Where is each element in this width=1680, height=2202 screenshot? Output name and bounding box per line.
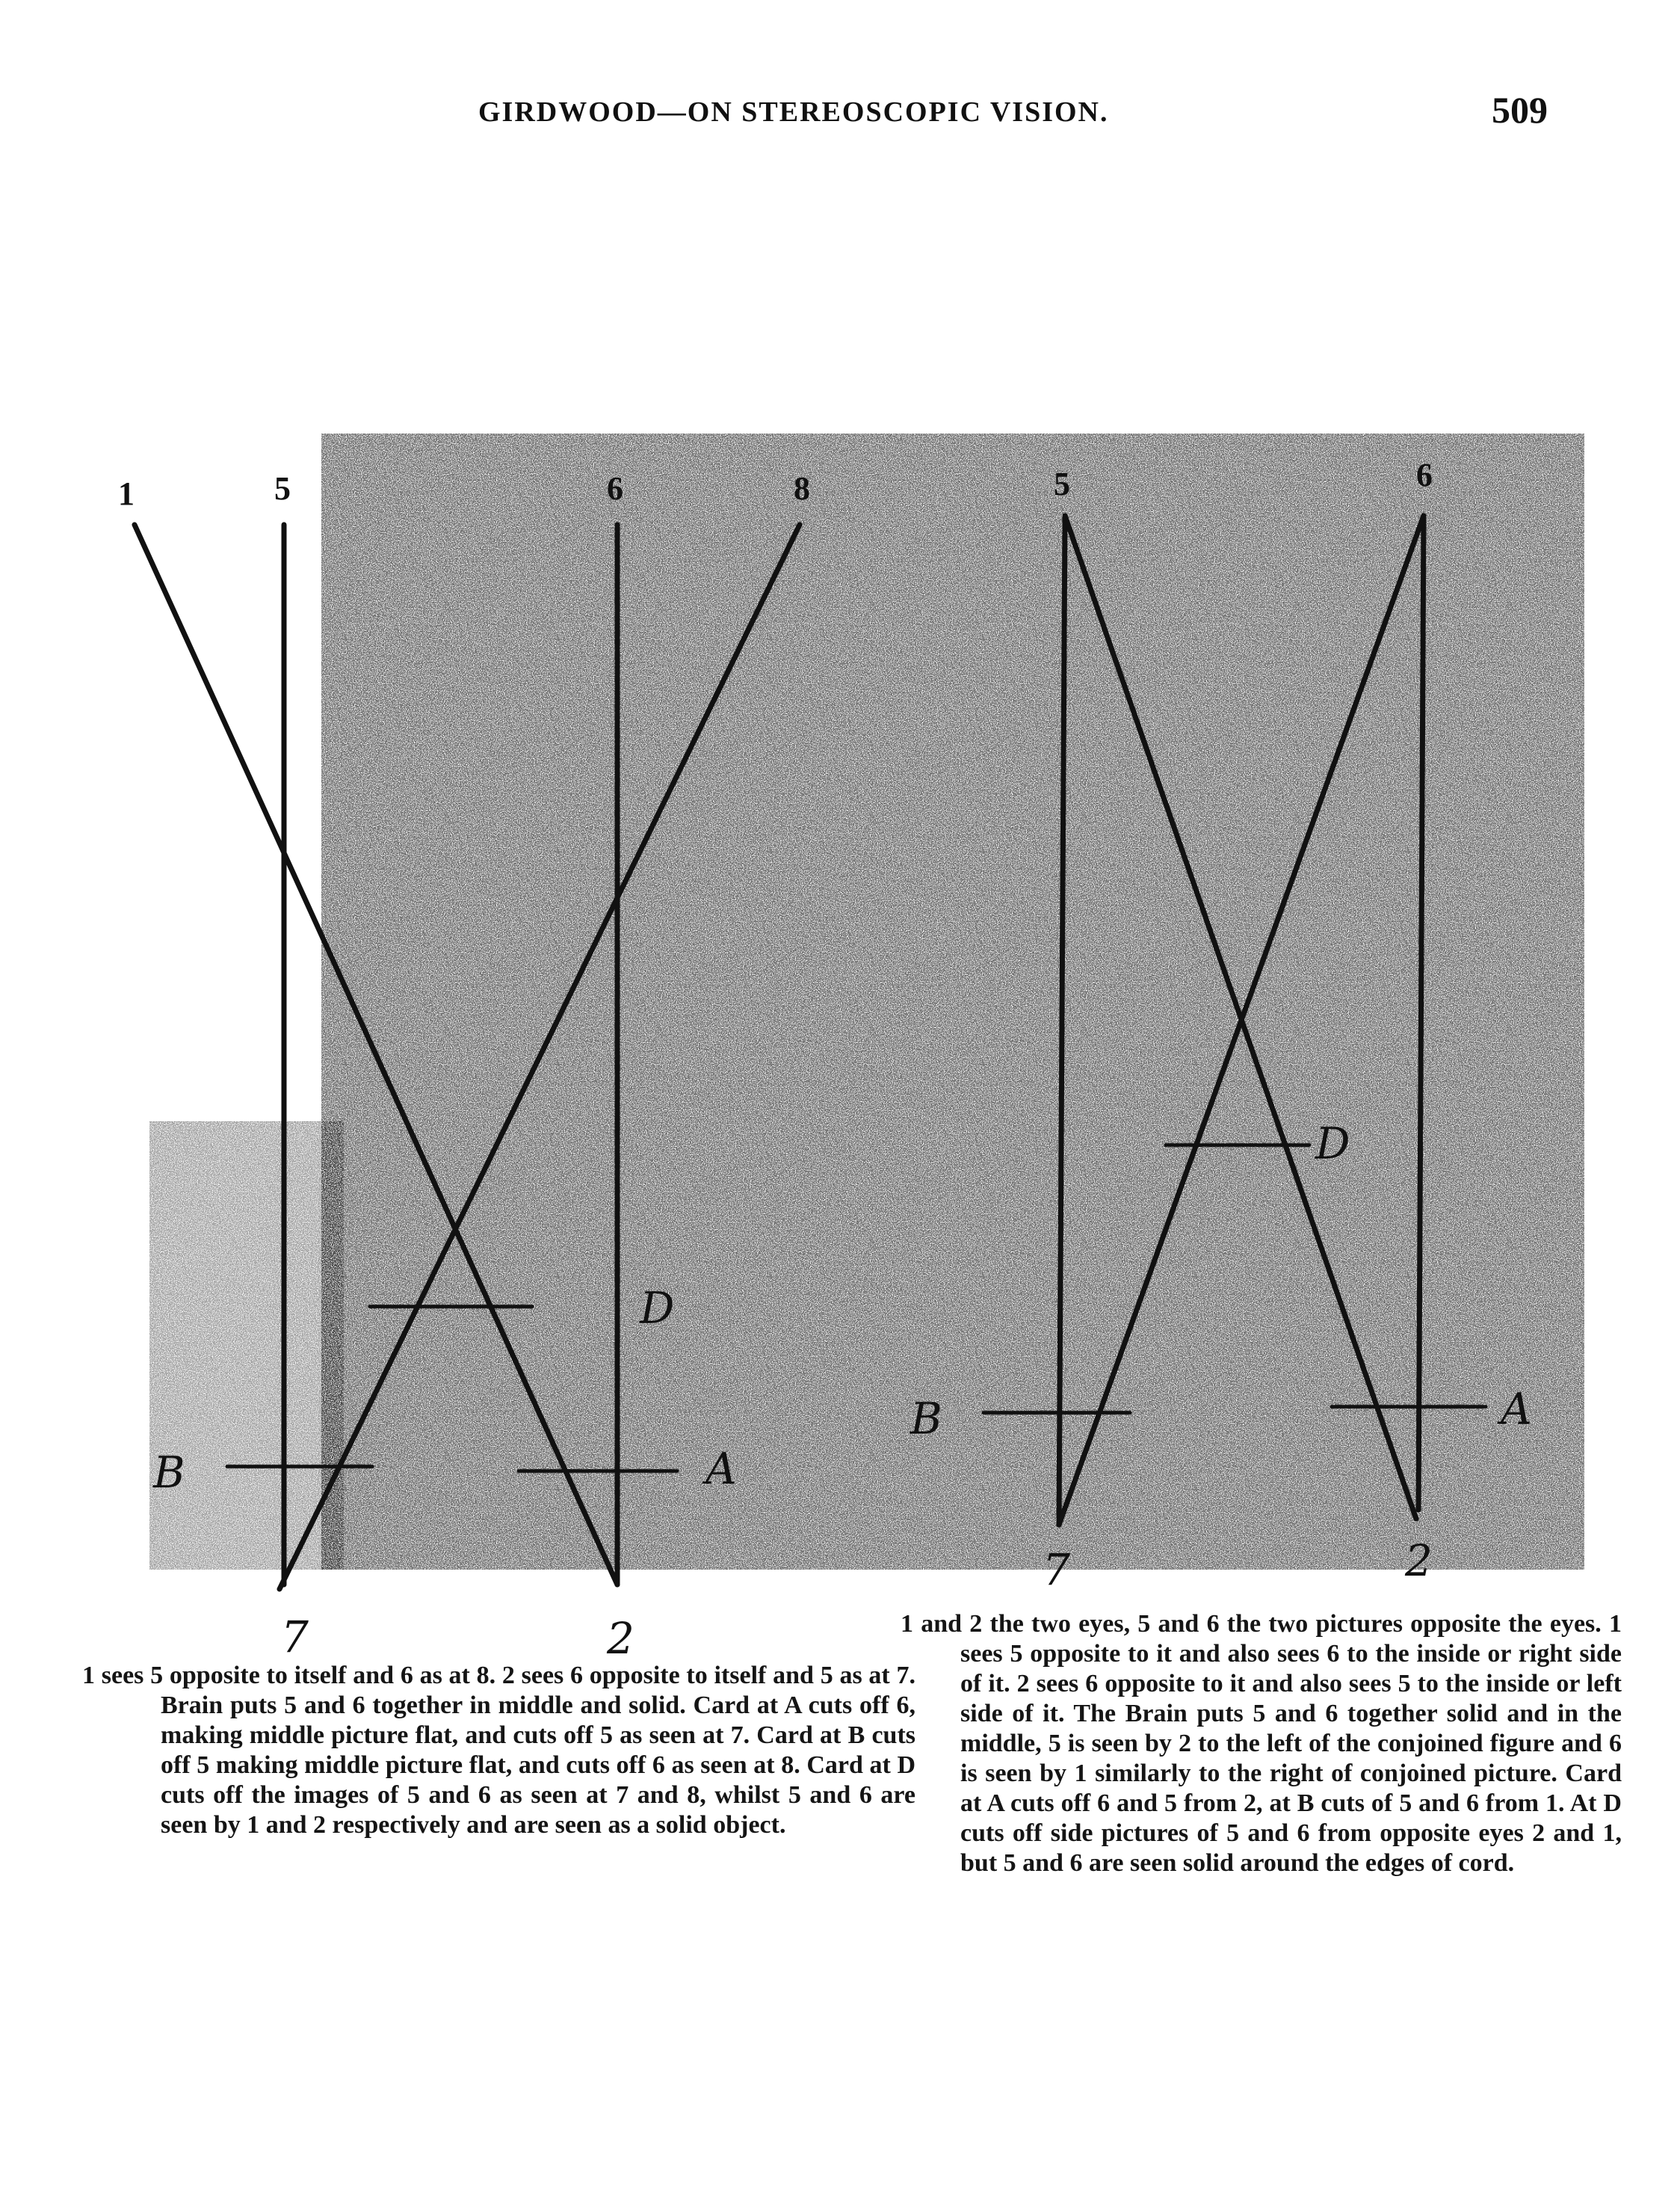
left-top-label-6: 6 <box>607 470 623 507</box>
caption-left: 1 sees 5 opposite to itself and 6 as at 8. 2 sees 6 opposite to itself and 5 as at 7. Brain puts 5 and 6 together in middle and solid. Card at A cuts off 6, making middle picture flat, and cuts off 5 as seen at 7. Card at B cuts off 5 making middle picture flat, and cuts off 6 as seen at 8. Card at D cuts off the images of 5 and 6 as seen at 7 and 8, whilst 5 and 6 are seen by 1 and 2 respectively and are seen as a solid object. <box>82 1662 915 1839</box>
left-top-label-1: 1 <box>118 475 135 512</box>
left-top-label-8: 8 <box>794 470 810 507</box>
left-card-label-b: B <box>153 1447 185 1498</box>
right-eye-label-2: 2 <box>1405 1535 1433 1586</box>
left-top-label-5: 5 <box>274 470 291 507</box>
left-eye-label-2: 2 <box>607 1613 634 1664</box>
right-card-label-a: A <box>1501 1384 1532 1434</box>
left-card-label-a: A <box>705 1443 737 1494</box>
right-card-label-b: B <box>910 1393 942 1444</box>
left-eye-label-7: 7 <box>281 1612 309 1662</box>
right-top-label-5: 5 <box>1054 466 1070 502</box>
plate-speckle <box>149 434 1584 1570</box>
page-number: 509 <box>1492 89 1548 131</box>
right-card-label-d: D <box>1315 1118 1350 1169</box>
right-top-label-6: 6 <box>1416 457 1433 493</box>
left-card-label-d: D <box>640 1283 675 1333</box>
running-head: GIRDWOOD—ON STEREOSCOPIC VISION. <box>478 96 1109 128</box>
right-eye-label-7: 7 <box>1043 1544 1070 1595</box>
caption-right: 1 and 2 the two eyes, 5 and 6 the two pictures opposite the eyes. 1 sees 5 opposite to it and also sees 6 to the inside or right side of it. 2 sees 6 opposite to it and also sees 5 to the inside or left side of it. The Brain puts 5 and 6 together solid and in the middle, 5 is seen by 2 to the left of the conjoined figure and 6 is seen by 1 similarly to the right of conjoined picture. Card at A cuts off 6 and 5 from 2, at B cuts of 5 and 6 from 1. At D cuts off side pictures of 5 and 6 from opposite eyes 2 and 1, but 5 and 6 are seen solid around the edges of cord. <box>901 1610 1622 1877</box>
